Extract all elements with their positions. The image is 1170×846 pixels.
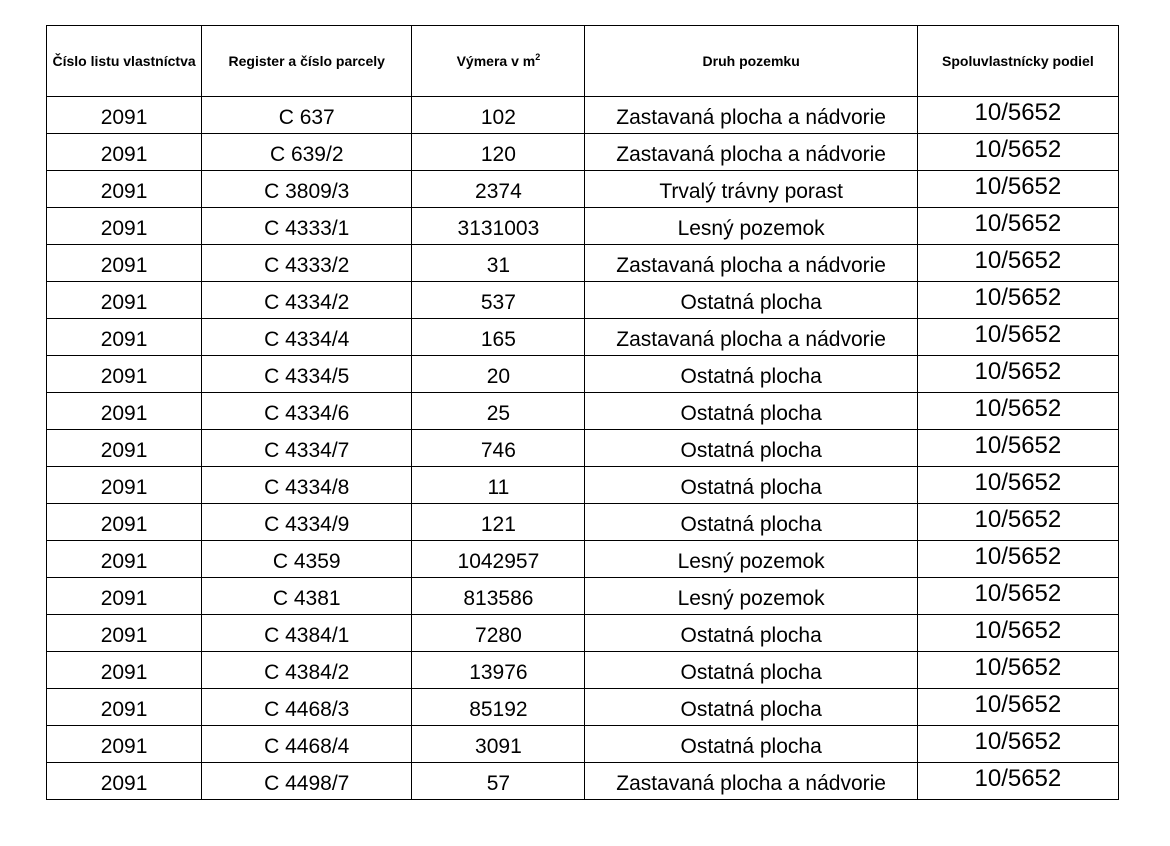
cell-land-type: Zastavaná plocha a nádvorie [585,763,917,800]
cell-sheet-number: 2091 [47,541,202,578]
cell-land-type: Ostatná plocha [585,467,917,504]
cell-land-type: Ostatná plocha [585,652,917,689]
header-co-ownership-share: Spoluvlastnícky podiel [917,26,1118,97]
cell-area: 13976 [412,652,585,689]
cell-area: 537 [412,282,585,319]
cell-parcel-number: C 4384/1 [202,615,412,652]
cell-parcel-number: C 3809/3 [202,171,412,208]
cell-sheet-number: 2091 [47,689,202,726]
cell-land-type: Ostatná plocha [585,504,917,541]
cell-parcel-number: C 4334/8 [202,467,412,504]
cell-area: 31 [412,245,585,282]
cell-land-type: Lesný pozemok [585,208,917,245]
cell-co-ownership-share: 10/5652 [917,171,1118,208]
cell-sheet-number: 2091 [47,578,202,615]
parcel-table [46,25,1119,800]
cell-area: 25 [412,393,585,430]
table-row [47,578,1119,615]
cell-parcel-number: C 4334/5 [202,356,412,393]
table-row [47,282,1119,319]
cell-land-type: Lesný pozemok [585,578,917,615]
cell-co-ownership-share: 10/5652 [917,652,1118,689]
cell-land-type: Zastavaná plocha a nádvorie [585,319,917,356]
table-row [47,430,1119,467]
cell-sheet-number: 2091 [47,615,202,652]
cell-sheet-number: 2091 [47,208,202,245]
cell-co-ownership-share: 10/5652 [917,134,1118,171]
cell-parcel-number: C 4381 [202,578,412,615]
header-row [47,26,1119,97]
header-parcel-number: Register a číslo parcely [202,26,412,97]
cell-sheet-number: 2091 [47,430,202,467]
table-row [47,319,1119,356]
cell-parcel-number: C 4498/7 [202,763,412,800]
cell-area: 746 [412,430,585,467]
table-row [47,171,1119,208]
cell-sheet-number: 2091 [47,504,202,541]
table-row [47,97,1119,134]
cell-area: 57 [412,763,585,800]
cell-land-type: Ostatná plocha [585,615,917,652]
cell-sheet-number: 2091 [47,245,202,282]
cell-area: 3091 [412,726,585,763]
header-sheet-number: Číslo listu vlastníctva [47,26,202,97]
table-row [47,467,1119,504]
header-area [412,26,585,97]
cell-area: 120 [412,134,585,171]
cell-sheet-number: 2091 [47,652,202,689]
cell-parcel-number: C 4334/9 [202,504,412,541]
cell-parcel-number: C 4333/2 [202,245,412,282]
cell-co-ownership-share: 10/5652 [917,467,1118,504]
table-header [47,26,1119,97]
cell-area: 165 [412,319,585,356]
cell-area: 2374 [412,171,585,208]
cell-land-type: Trvalý trávny porast [585,171,917,208]
cell-land-type: Ostatná plocha [585,356,917,393]
table-row [47,763,1119,800]
cell-parcel-number: C 4333/1 [202,208,412,245]
header-area-superscript: 2 [535,52,541,62]
cell-co-ownership-share: 10/5652 [917,97,1118,134]
cell-sheet-number: 2091 [47,763,202,800]
cell-sheet-number: 2091 [47,134,202,171]
cell-co-ownership-share: 10/5652 [917,245,1118,282]
table-body [47,97,1119,800]
cell-co-ownership-share: 10/5652 [917,689,1118,726]
cell-co-ownership-share: 10/5652 [917,504,1118,541]
cell-land-type: Ostatná plocha [585,282,917,319]
cell-co-ownership-share: 10/5652 [917,356,1118,393]
cell-co-ownership-share: 10/5652 [917,541,1118,578]
cell-parcel-number: C 637 [202,97,412,134]
cell-parcel-number: C 4334/6 [202,393,412,430]
header-land-type: Druh pozemku [585,26,917,97]
cell-sheet-number: 2091 [47,97,202,134]
cell-co-ownership-share: 10/5652 [917,208,1118,245]
cell-sheet-number: 2091 [47,356,202,393]
cell-parcel-number: C 4468/3 [202,689,412,726]
cell-parcel-number: C 4359 [202,541,412,578]
table-row [47,615,1119,652]
cell-area: 11 [412,467,585,504]
cell-co-ownership-share: 10/5652 [917,763,1118,800]
cell-co-ownership-share: 10/5652 [917,726,1118,763]
cell-sheet-number: 2091 [47,393,202,430]
cell-land-type: Lesný pozemok [585,541,917,578]
cell-co-ownership-share: 10/5652 [917,578,1118,615]
cell-parcel-number: C 639/2 [202,134,412,171]
table-row [47,134,1119,171]
cell-parcel-number: C 4334/4 [202,319,412,356]
cell-land-type: Ostatná plocha [585,393,917,430]
table-row [47,208,1119,245]
cell-area: 1042957 [412,541,585,578]
cell-area: 85192 [412,689,585,726]
table-row [47,689,1119,726]
cell-area: 3131003 [412,208,585,245]
table-row [47,356,1119,393]
table-row [47,245,1119,282]
cell-land-type: Zastavaná plocha a nádvorie [585,134,917,171]
cell-land-type: Ostatná plocha [585,726,917,763]
table-row [47,504,1119,541]
cell-parcel-number: C 4334/7 [202,430,412,467]
cell-area: 813586 [412,578,585,615]
cell-area: 121 [412,504,585,541]
cell-sheet-number: 2091 [47,282,202,319]
cell-co-ownership-share: 10/5652 [917,282,1118,319]
table-row [47,393,1119,430]
cell-co-ownership-share: 10/5652 [917,393,1118,430]
cell-co-ownership-share: 10/5652 [917,430,1118,467]
table-row [47,726,1119,763]
cell-land-type: Ostatná plocha [585,430,917,467]
cell-sheet-number: 2091 [47,726,202,763]
table-row [47,541,1119,578]
cell-co-ownership-share: 10/5652 [917,615,1118,652]
cell-land-type: Ostatná plocha [585,689,917,726]
cell-parcel-number: C 4468/4 [202,726,412,763]
cell-co-ownership-share: 10/5652 [917,319,1118,356]
cell-sheet-number: 2091 [47,319,202,356]
cell-land-type: Zastavaná plocha a nádvorie [585,245,917,282]
cell-area: 102 [412,97,585,134]
cell-parcel-number: C 4334/2 [202,282,412,319]
table-row [47,652,1119,689]
cell-land-type: Zastavaná plocha a nádvorie [585,97,917,134]
cell-parcel-number: C 4384/2 [202,652,412,689]
cell-sheet-number: 2091 [47,171,202,208]
cell-area: 20 [412,356,585,393]
cell-area: 7280 [412,615,585,652]
cell-sheet-number: 2091 [47,467,202,504]
header-area-label: Výmera v m [456,53,536,69]
